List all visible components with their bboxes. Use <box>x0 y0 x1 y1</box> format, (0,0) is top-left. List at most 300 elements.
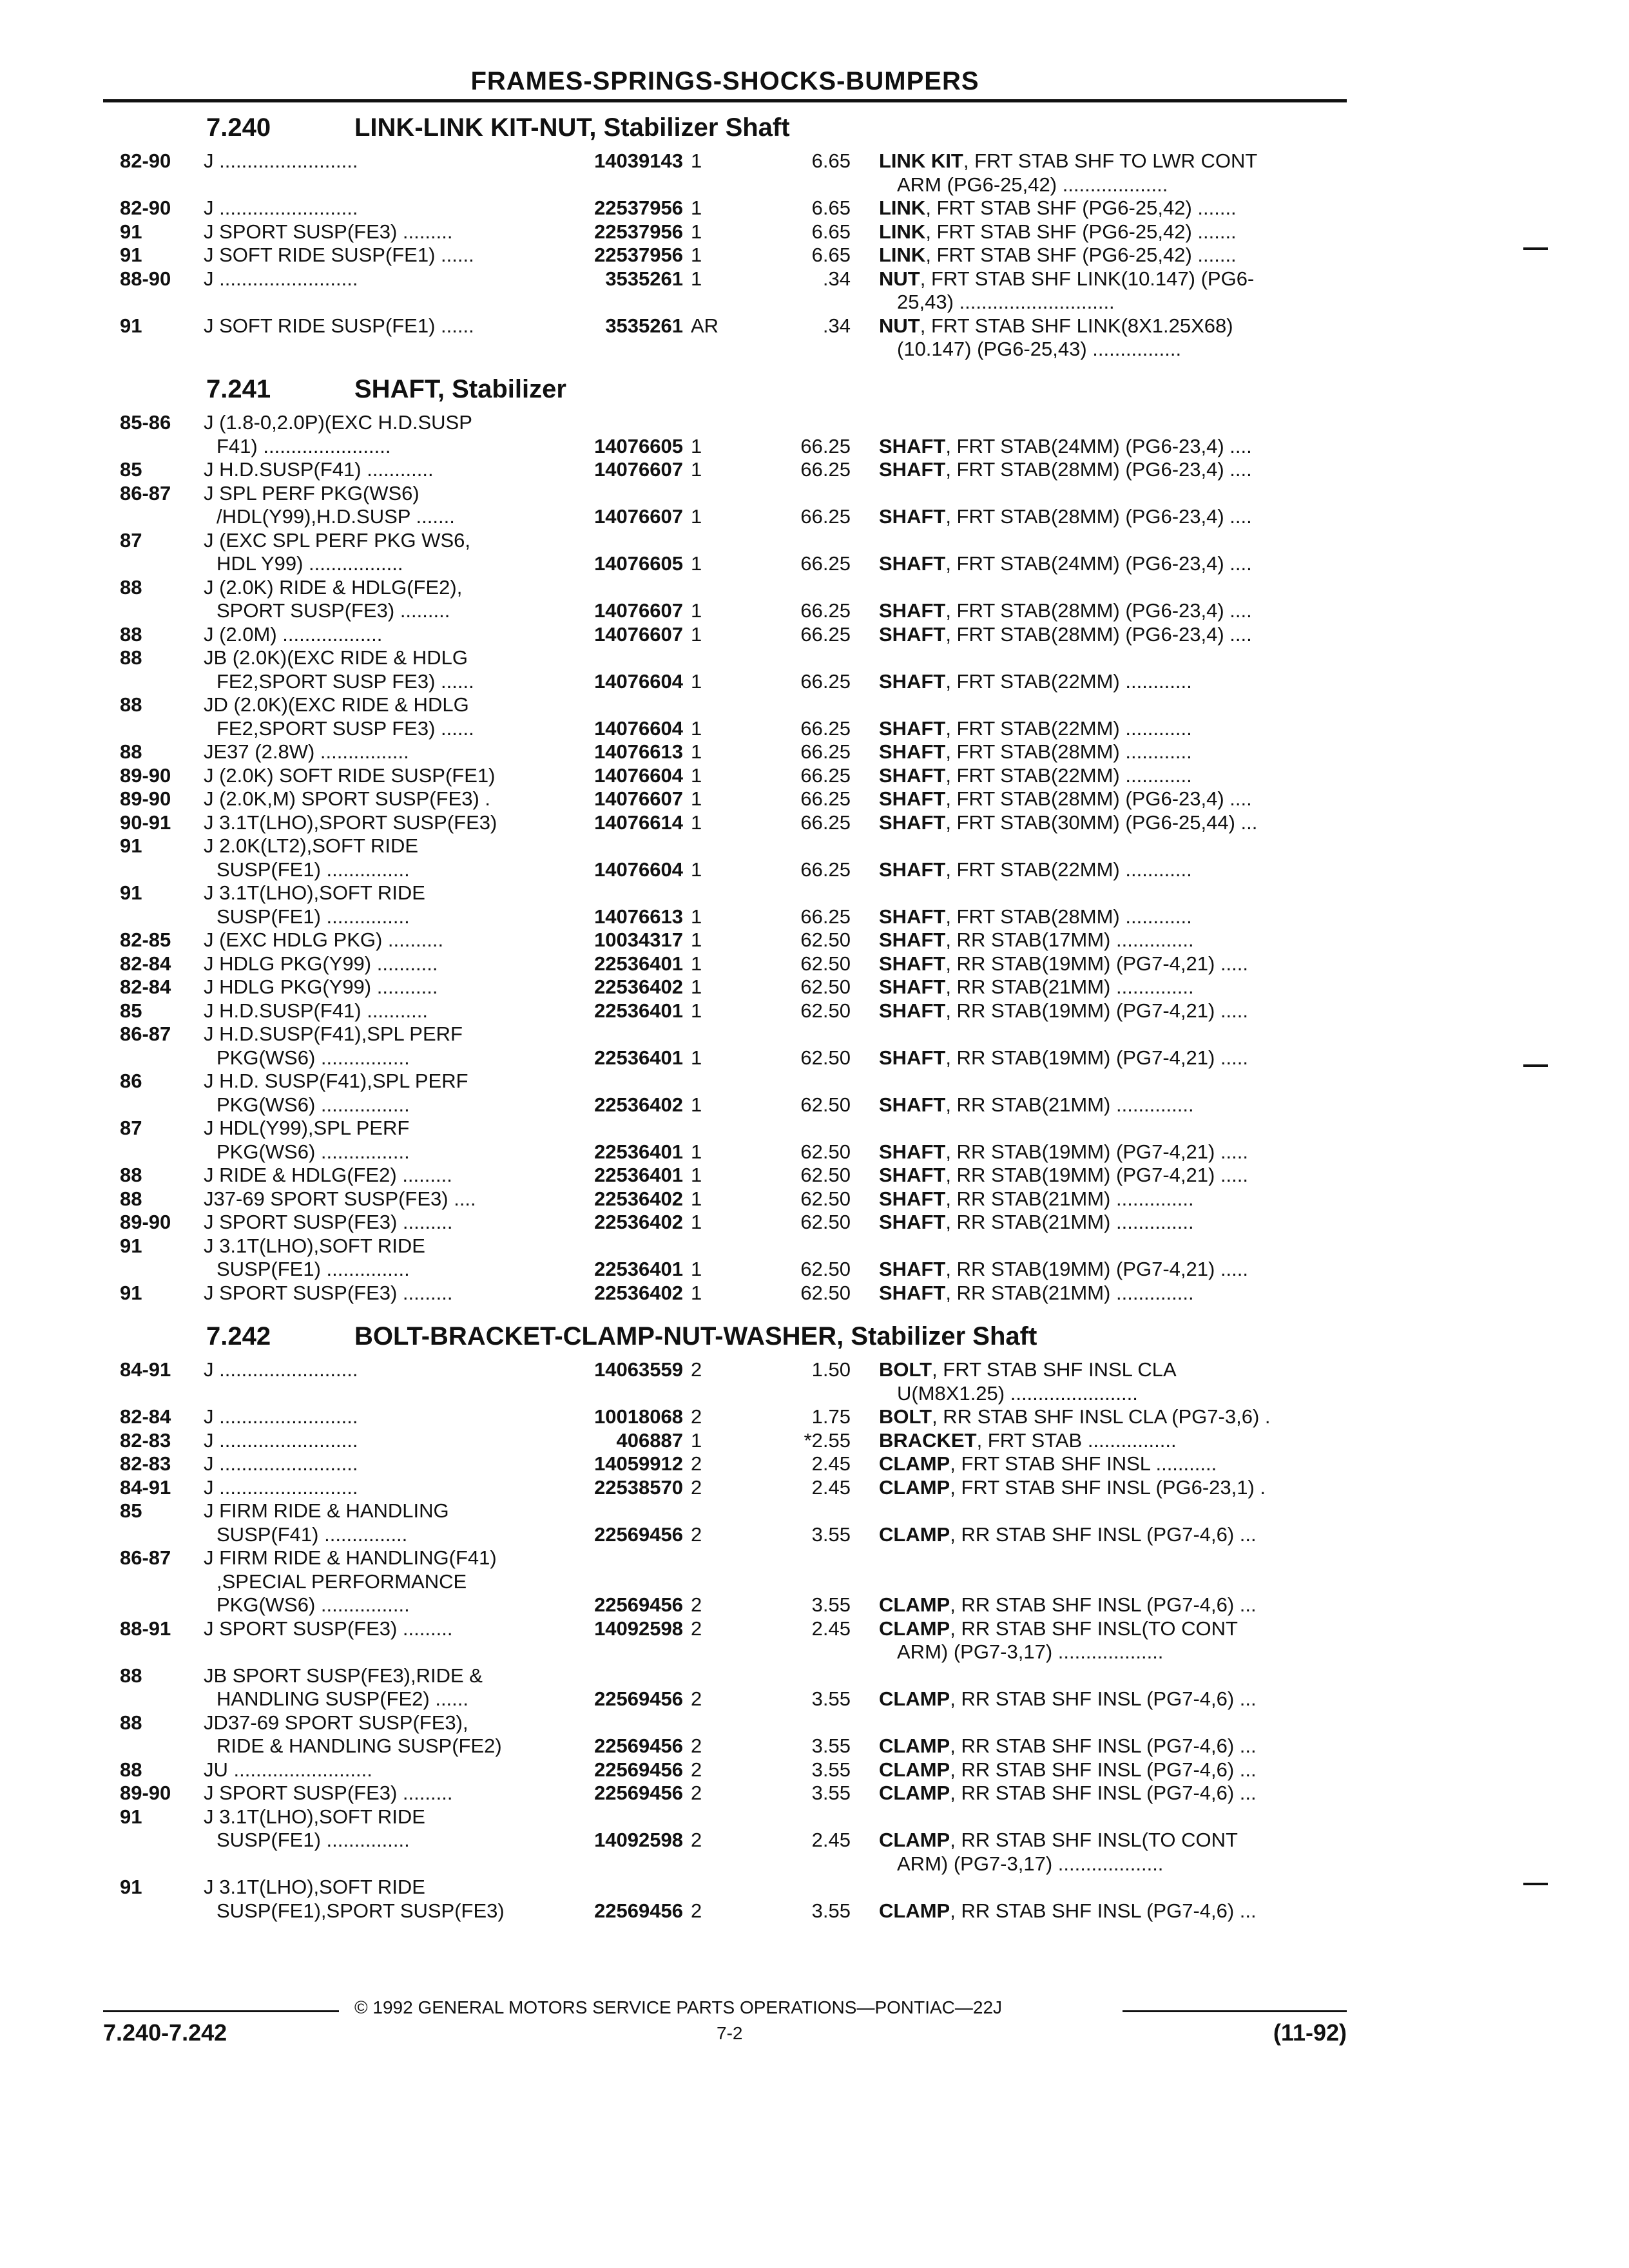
part-name <box>879 670 1343 693</box>
table-row <box>0 1711 1629 1735</box>
part-name <box>879 811 1343 834</box>
quantity: 1 <box>691 928 702 951</box>
table-row <box>0 1735 1629 1758</box>
footer-page-number: 7-2 <box>717 2023 743 2043</box>
part-number: 22536402 <box>594 1187 683 1210</box>
part-name-keyword: SHAFT <box>879 905 946 928</box>
part-name-detail: , RR STAB(19MM) (PG7-4,21) ..... <box>945 1140 1249 1163</box>
list-price: 2.45 <box>811 1829 851 1851</box>
part-name-continued: 25,43) ............................ <box>897 291 1115 313</box>
application-description: J SPORT SUSP(FE3) ......... <box>204 1282 453 1304</box>
table-row <box>0 1358 1629 1381</box>
part-number: 14076607 <box>594 623 683 646</box>
application-description-continued: SUSP(F41) ............... <box>217 1523 408 1546</box>
application-description: J HDL(Y99),SPL PERF <box>204 1117 410 1139</box>
model-years: 87 <box>120 529 142 552</box>
quantity: 1 <box>691 952 702 975</box>
part-name-keyword: LINK <box>879 244 926 266</box>
quantity: 1 <box>691 599 702 622</box>
list-price: 62.50 <box>800 1140 851 1163</box>
part-number: 22536402 <box>594 1093 683 1116</box>
application-description: J SOFT RIDE SUSP(FE1) ...... <box>204 244 474 266</box>
part-name <box>879 220 1343 244</box>
model-years: 91 <box>120 881 142 904</box>
part-name-keyword: CLAMP <box>879 1523 950 1546</box>
section-number: 7.242 <box>206 1322 271 1350</box>
application-description: JE37 (2.8W) ................ <box>204 740 409 763</box>
part-name-detail: , RR STAB(19MM) (PG7-4,21) ..... <box>945 1164 1249 1186</box>
table-row <box>0 1164 1629 1187</box>
table-row <box>0 338 1629 361</box>
part-number: 14092598 <box>594 1617 683 1640</box>
section-title: LINK-LINK KIT-NUT, Stabilizer Shaft <box>354 113 790 142</box>
table-row <box>0 1117 1629 1140</box>
table-row <box>0 599 1629 622</box>
model-years: 88 <box>120 740 142 763</box>
part-name-keyword: SHAFT <box>879 1211 946 1233</box>
part-name-detail: , RR STAB(21MM) .............. <box>945 1093 1194 1116</box>
model-years: 89-90 <box>120 1211 171 1233</box>
model-years: 88 <box>120 693 142 716</box>
application-description-continued: PKG(WS6) ................ <box>217 1593 410 1616</box>
table-row <box>0 1140 1629 1164</box>
footer-divider-left <box>103 2010 339 2012</box>
model-years: 91 <box>120 1876 142 1898</box>
part-name-detail: , RR STAB SHF INSL (PG7-4,6) ... <box>950 1899 1257 1922</box>
application-description: J ......................... <box>204 197 358 219</box>
part-name-detail: , FRT STAB(28MM) (PG6-23,4) .... <box>945 505 1252 528</box>
footer-copyright: © 1992 GENERAL MOTORS SERVICE PARTS OPERATIONS—PONTIAC—22J <box>354 1997 1003 2017</box>
part-name-keyword: SHAFT <box>879 811 946 834</box>
application-description: JU ......................... <box>204 1758 372 1781</box>
part-name-keyword: SHAFT <box>879 1046 946 1069</box>
part-name-detail: , FRT STAB SHF (PG6-25,42) ....... <box>925 220 1237 243</box>
part-name-detail: , RR STAB(19MM) (PG7-4,21) ..... <box>945 952 1249 975</box>
header-divider <box>103 99 1347 102</box>
quantity: 2 <box>691 1405 702 1428</box>
table-row <box>0 1617 1629 1640</box>
quantity: 1 <box>691 1429 702 1452</box>
model-years: 91 <box>120 1805 142 1828</box>
margin-tick <box>1523 247 1548 250</box>
part-name <box>879 1523 1343 1546</box>
part-name <box>879 1405 1343 1428</box>
application-description: J (2.0K) SOFT RIDE SUSP(FE1) <box>204 764 496 787</box>
table-row <box>0 764 1629 787</box>
list-price: 3.55 <box>811 1782 851 1804</box>
table-row <box>0 1876 1629 1899</box>
part-name-keyword: SHAFT <box>879 599 946 622</box>
application-description: J H.D.SUSP(F41),SPL PERF <box>204 1023 463 1045</box>
part-number: 22537956 <box>594 220 683 243</box>
section-heading <box>206 1322 1037 1351</box>
list-price: 62.50 <box>800 975 851 998</box>
table-row <box>0 717 1629 740</box>
quantity: 2 <box>691 1899 702 1922</box>
application-description-continued: F41) ....................... <box>217 435 391 457</box>
application-description: J (2.0K) RIDE & HDLG(FE2), <box>204 576 463 599</box>
application-description: J 3.1T(LHO),SOFT RIDE <box>204 1876 425 1898</box>
part-name <box>879 552 1343 575</box>
footer-divider-right <box>1123 2010 1347 2012</box>
model-years: 91 <box>120 244 142 266</box>
table-row <box>0 1405 1629 1428</box>
table-row <box>0 623 1629 646</box>
part-name-continued: ARM (PG6-25,42) ................... <box>897 173 1168 196</box>
table-row <box>0 952 1629 975</box>
table-row <box>0 1046 1629 1070</box>
application-description-continued: /HDL(Y99),H.D.SUSP ....... <box>217 505 455 528</box>
table-row <box>0 552 1629 575</box>
model-years: 90-91 <box>120 811 171 834</box>
part-name-keyword: CLAMP <box>879 1829 950 1851</box>
part-name-detail: , RR STAB(21MM) .............. <box>945 1211 1194 1233</box>
table-row <box>0 1852 1629 1876</box>
application-description-continued: SPORT SUSP(FE3) ......... <box>217 599 450 622</box>
quantity: 2 <box>691 1617 702 1640</box>
table-row <box>0 1258 1629 1281</box>
part-name <box>879 999 1343 1023</box>
part-name-keyword: SHAFT <box>879 952 946 975</box>
table-row <box>0 1664 1629 1687</box>
quantity: 2 <box>691 1735 702 1757</box>
table-row <box>0 928 1629 952</box>
table-row <box>0 975 1629 999</box>
application-description: J ......................... <box>204 1358 358 1381</box>
part-name <box>879 1258 1343 1281</box>
part-name-keyword: CLAMP <box>879 1617 950 1640</box>
table-row <box>0 505 1629 528</box>
part-name-detail: , RR STAB SHF INSL (PG7-4,6) ... <box>950 1735 1257 1757</box>
part-number: 22536401 <box>594 1164 683 1186</box>
part-name-keyword: SHAFT <box>879 670 946 693</box>
table-row <box>0 1476 1629 1499</box>
part-name-detail: , RR STAB(21MM) .............. <box>945 1187 1194 1210</box>
part-name <box>879 1429 1343 1452</box>
application-description: J 3.1T(LHO),SPORT SUSP(FE3) <box>204 811 497 834</box>
list-price: 66.25 <box>800 764 851 787</box>
table-row <box>0 458 1629 481</box>
part-name-detail: , FRT STAB(22MM) ............ <box>945 858 1192 881</box>
quantity: 1 <box>691 1187 702 1210</box>
part-name-keyword: SHAFT <box>879 1140 946 1163</box>
part-name-keyword: SHAFT <box>879 552 946 575</box>
table-row <box>0 670 1629 693</box>
quantity: 2 <box>691 1687 702 1710</box>
part-name-keyword: LINK KIT <box>879 149 963 172</box>
part-name <box>879 1164 1343 1187</box>
table-row <box>0 1570 1629 1593</box>
list-price: 66.25 <box>800 787 851 810</box>
section-number: 7.241 <box>206 375 271 403</box>
application-description: J (2.0M) .................. <box>204 623 383 646</box>
part-name <box>879 740 1343 764</box>
model-years: 82-83 <box>120 1452 171 1475</box>
table-row <box>0 999 1629 1023</box>
table-row <box>0 1235 1629 1258</box>
application-description: J FIRM RIDE & HANDLING <box>204 1499 449 1522</box>
table-row <box>0 787 1629 811</box>
part-name-detail: , RR STAB(21MM) .............. <box>945 1282 1194 1304</box>
application-description: J 2.0K(LT2),SOFT RIDE <box>204 834 419 857</box>
part-number: 22536401 <box>594 1258 683 1280</box>
quantity: 1 <box>691 764 702 787</box>
application-description-continued: PKG(WS6) ................ <box>217 1140 410 1163</box>
quantity: 2 <box>691 1758 702 1781</box>
part-name-detail: , FRT STAB SHF (PG6-25,42) ....... <box>925 244 1237 266</box>
part-name-keyword: CLAMP <box>879 1687 950 1710</box>
quantity: 1 <box>691 787 702 810</box>
part-name-detail: , FRT STAB SHF INSL CLA <box>932 1358 1177 1381</box>
part-name <box>879 1687 1343 1711</box>
part-name <box>879 505 1343 528</box>
application-description: J SPORT SUSP(FE3) ......... <box>204 1211 453 1233</box>
list-price: 62.50 <box>800 928 851 951</box>
footer-date-code: (11-92) <box>1273 2019 1347 2046</box>
model-years: 89-90 <box>120 1782 171 1804</box>
part-name-keyword: CLAMP <box>879 1899 950 1922</box>
part-name <box>879 928 1343 952</box>
application-description-continued: SUSP(FE1),SPORT SUSP(FE3) <box>217 1899 505 1922</box>
part-name <box>879 858 1343 881</box>
model-years: 85 <box>120 999 142 1022</box>
application-description-continued: RIDE & HANDLING SUSP(FE2) <box>217 1735 502 1757</box>
table-row <box>0 291 1629 314</box>
part-name <box>879 952 1343 975</box>
part-name-keyword: CLAMP <box>879 1735 950 1757</box>
part-name <box>879 1140 1343 1164</box>
application-description: J ......................... <box>204 267 358 290</box>
model-years: 82-83 <box>120 1429 171 1452</box>
table-row <box>0 1640 1629 1664</box>
model-years: 89-90 <box>120 764 171 787</box>
list-price: 62.50 <box>800 1187 851 1210</box>
list-price: 3.55 <box>811 1735 851 1757</box>
model-years: 86-87 <box>120 482 171 505</box>
list-price: 66.25 <box>800 599 851 622</box>
model-years: 88 <box>120 1664 142 1687</box>
list-price: 62.50 <box>800 1093 851 1116</box>
part-name-keyword: SHAFT <box>879 787 946 810</box>
part-name-keyword: SHAFT <box>879 1282 946 1304</box>
application-description-continued: SUSP(FE1) ............... <box>217 858 410 881</box>
part-name-keyword: CLAMP <box>879 1476 950 1499</box>
part-name-keyword: SHAFT <box>879 435 946 457</box>
part-name-detail: , RR STAB SHF INSL (PG7-4,6) ... <box>950 1523 1257 1546</box>
part-name-continued: ARM) (PG7-3,17) ................... <box>897 1852 1164 1875</box>
list-price: 66.25 <box>800 670 851 693</box>
part-number: 22537956 <box>594 244 683 266</box>
part-name-detail: , FRT STAB(28MM) (PG6-23,4) .... <box>945 458 1252 481</box>
part-number: 10018068 <box>594 1405 683 1428</box>
model-years: 86-87 <box>120 1023 171 1045</box>
list-price: *2.55 <box>804 1429 851 1452</box>
part-name-detail: , FRT STAB(22MM) ............ <box>945 764 1192 787</box>
list-price: 1.75 <box>811 1405 851 1428</box>
table-row <box>0 811 1629 834</box>
application-description: J FIRM RIDE & HANDLING(F41) <box>204 1546 497 1569</box>
application-description: J H.D.SUSP(F41) ........... <box>204 999 428 1022</box>
application-description: J ......................... <box>204 1476 358 1499</box>
table-row <box>0 1093 1629 1117</box>
quantity: 2 <box>691 1452 702 1475</box>
list-price: 66.25 <box>800 740 851 763</box>
table-row <box>0 1282 1629 1305</box>
table-row <box>0 1899 1629 1923</box>
list-price: 3.55 <box>811 1523 851 1546</box>
table-row <box>0 1382 1629 1405</box>
part-number: 14076604 <box>594 670 683 693</box>
part-name-detail: , FRT STAB(28MM) (PG6-23,4) .... <box>945 623 1252 646</box>
list-price: 66.25 <box>800 858 851 881</box>
quantity: 2 <box>691 1523 702 1546</box>
part-number: 22538570 <box>594 1476 683 1499</box>
part-name-detail: , RR STAB(19MM) (PG7-4,21) ..... <box>945 1258 1249 1280</box>
part-name-detail: , FRT STAB SHF LINK(10.147) (PG6- <box>920 267 1255 290</box>
part-number: 3535261 <box>605 314 683 337</box>
model-years: 89-90 <box>120 787 171 810</box>
part-name-detail: , FRT STAB SHF INSL ........... <box>950 1452 1217 1475</box>
part-name <box>879 599 1343 622</box>
table-row <box>0 149 1629 173</box>
list-price: 62.50 <box>800 1164 851 1186</box>
list-price: 62.50 <box>800 1211 851 1233</box>
part-name-keyword: BRACKET <box>879 1429 977 1452</box>
list-price: 3.55 <box>811 1758 851 1781</box>
list-price: 6.65 <box>811 149 851 172</box>
application-description-continued: HDL Y99) ................. <box>217 552 403 575</box>
part-name-keyword: SHAFT <box>879 505 946 528</box>
part-name <box>879 1046 1343 1070</box>
model-years: 88 <box>120 1711 142 1734</box>
table-row <box>0 881 1629 905</box>
part-name <box>879 905 1343 928</box>
part-number: 14076604 <box>594 764 683 787</box>
part-name-detail: , FRT STAB SHF (PG6-25,42) ....... <box>925 197 1237 219</box>
part-name <box>879 1617 1343 1640</box>
application-description: J (1.8-0,2.0P)(EXC H.D.SUSP <box>204 411 472 434</box>
part-number: 14076607 <box>594 505 683 528</box>
model-years: 82-84 <box>120 1405 171 1428</box>
application-description: J HDLG PKG(Y99) ........... <box>204 952 438 975</box>
part-name <box>879 1211 1343 1234</box>
part-name <box>879 314 1343 338</box>
application-description: J H.D.SUSP(F41) ............ <box>204 458 434 481</box>
model-years: 91 <box>120 1282 142 1304</box>
model-years: 88 <box>120 576 142 599</box>
part-number: 22569456 <box>594 1523 683 1546</box>
table-row <box>0 1523 1629 1546</box>
part-name <box>879 1093 1343 1117</box>
part-name-continued: ARM) (PG7-3,17) ................... <box>897 1640 1164 1663</box>
model-years: 88 <box>120 1164 142 1186</box>
model-years: 88 <box>120 623 142 646</box>
table-row <box>0 314 1629 338</box>
part-name <box>879 717 1343 740</box>
table-row <box>0 1023 1629 1046</box>
list-price: 6.65 <box>811 197 851 219</box>
list-price: 62.50 <box>800 1282 851 1304</box>
part-number: 22569456 <box>594 1687 683 1710</box>
part-name-keyword: SHAFT <box>879 623 946 646</box>
part-name-detail: , RR STAB SHF INSL (PG7-4,6) ... <box>950 1593 1257 1616</box>
application-description: J 3.1T(LHO),SOFT RIDE <box>204 881 425 904</box>
table-row <box>0 1499 1629 1523</box>
quantity: 1 <box>691 670 702 693</box>
list-price: 62.50 <box>800 999 851 1022</box>
table-row <box>0 693 1629 716</box>
part-name-keyword: CLAMP <box>879 1758 950 1781</box>
part-name-detail: , FRT STAB SHF TO LWR CONT <box>963 149 1258 172</box>
table-row <box>0 646 1629 669</box>
table-row <box>0 529 1629 552</box>
application-description: J37-69 SPORT SUSP(FE3) .... <box>204 1187 476 1210</box>
table-row <box>0 1452 1629 1475</box>
page-title: FRAMES-SPRINGS-SHOCKS-BUMPERS <box>470 67 979 95</box>
model-years: 91 <box>120 314 142 337</box>
list-price: 66.25 <box>800 435 851 457</box>
quantity: 1 <box>691 1140 702 1163</box>
application-description-continued: SUSP(FE1) ............... <box>217 1258 410 1280</box>
part-number: 22536402 <box>594 975 683 998</box>
table-row <box>0 1429 1629 1452</box>
list-price: 66.25 <box>800 458 851 481</box>
application-description: JD (2.0K)(EXC RIDE & HDLG <box>204 693 469 716</box>
model-years: 82-90 <box>120 197 171 219</box>
table-row <box>0 740 1629 764</box>
part-name <box>879 1593 1343 1617</box>
list-price: 3.55 <box>811 1899 851 1922</box>
quantity: 1 <box>691 811 702 834</box>
part-name-keyword: CLAMP <box>879 1593 950 1616</box>
part-name <box>879 1899 1343 1923</box>
part-name <box>879 1735 1343 1758</box>
list-price: 66.25 <box>800 811 851 834</box>
quantity: 1 <box>691 999 702 1022</box>
part-name-keyword: SHAFT <box>879 740 946 763</box>
application-description: J SPL PERF PKG(WS6) <box>204 482 419 505</box>
table-row <box>0 1211 1629 1234</box>
list-price: 62.50 <box>800 1258 851 1280</box>
application-description-continued: PKG(WS6) ................ <box>217 1093 410 1116</box>
application-description: J ......................... <box>204 1405 358 1428</box>
table-row <box>0 244 1629 267</box>
part-name-continued: (10.147) (PG6-25,43) ................ <box>897 338 1182 360</box>
part-name-keyword: CLAMP <box>879 1452 950 1475</box>
part-name-detail: , FRT STAB(28MM) (PG6-23,4) .... <box>945 599 1252 622</box>
quantity: 1 <box>691 505 702 528</box>
quantity: 1 <box>691 1211 702 1233</box>
part-name <box>879 244 1343 267</box>
quantity: 1 <box>691 740 702 763</box>
section-title: SHAFT, Stabilizer <box>354 375 566 403</box>
list-price: .34 <box>822 314 851 337</box>
part-name-continued: U(M8X1.25) ....................... <box>897 1382 1138 1405</box>
table-row <box>0 1593 1629 1617</box>
application-description: J RIDE & HDLG(FE2) ......... <box>204 1164 452 1186</box>
quantity: 1 <box>691 717 702 740</box>
model-years: 91 <box>120 1235 142 1257</box>
model-years: 88 <box>120 1758 142 1781</box>
part-number: 14076605 <box>594 552 683 575</box>
part-number: 22569456 <box>594 1758 683 1781</box>
part-name-keyword: SHAFT <box>879 1093 946 1116</box>
quantity: 1 <box>691 623 702 646</box>
table-row <box>0 1070 1629 1093</box>
table-row <box>0 1687 1629 1711</box>
model-years: 87 <box>120 1117 142 1139</box>
application-description-continued: SUSP(FE1) ............... <box>217 1829 410 1851</box>
